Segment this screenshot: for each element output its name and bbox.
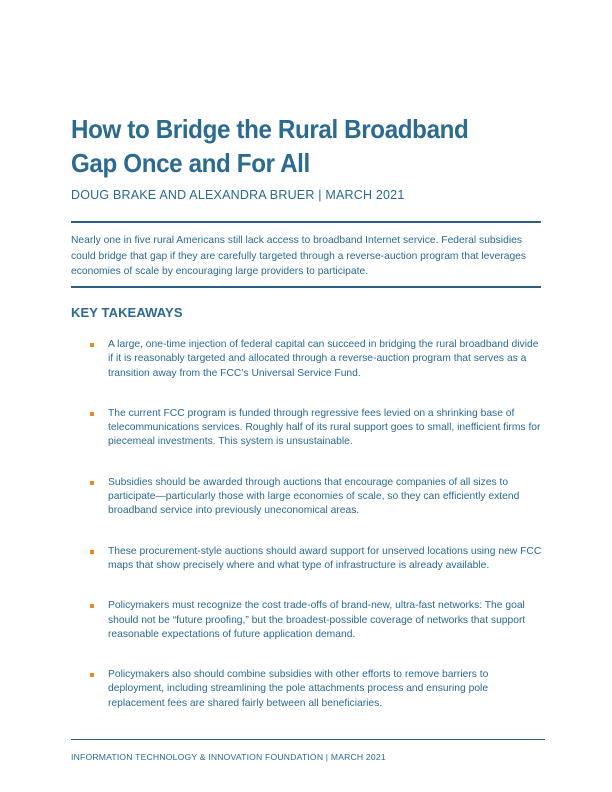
key-takeaways-heading: KEY TAKEAWAYS <box>71 305 183 320</box>
page-footer: INFORMATION TECHNOLOGY & INNOVATION FOUNDATION | MARCH 2021 <box>71 752 386 762</box>
bullet-square-icon <box>90 550 94 554</box>
takeaway-text: Subsidies should be awarded through auctions that encourage companies of all sizes to participate—particularly those with large economies of scale, so they can efficiently extend broadband service into previously uneconomical areas. <box>108 476 520 517</box>
report-byline: DOUG BRAKE AND ALEXANDRA BRUER | MARCH 2021 <box>71 188 405 202</box>
key-takeaways-list <box>90 338 546 737</box>
bullet-square-icon <box>90 604 94 608</box>
takeaway-text: Policymakers must recognize the cost trade-offs of brand-new, ultra-fast networks: The goal should not be “future proofing,” but the broadest-possible coverage of networks that support reasonable expectations of future application demand. <box>108 600 526 640</box>
summary-top-rule <box>71 221 541 223</box>
bullet-square-icon <box>90 343 94 347</box>
bullet-square-icon <box>90 412 94 416</box>
takeaway-item-3 <box>90 476 546 519</box>
takeaway-text: A large, one-time injection of federal capital can succeed in bridging the rural broadband divide if it is reasonably targeted and allocated through a reverse-auction program that serves as a transition away from the FCC’s Universal Service Fund. <box>108 339 539 379</box>
bullet-square-icon <box>90 481 94 485</box>
report-title: How to Bridge the Rural Broadband Gap Once and For All <box>71 114 469 178</box>
takeaway-item-6 <box>90 668 546 711</box>
report-summary: Nearly one in five rural Americans still lack access to broadband Internet service. Federal subsidies could bridge that gap if they are carefully targeted through a reverse-auction program that leverages economies of scale by encouraging large providers to participate. <box>71 235 527 277</box>
takeaway-item-4 <box>90 545 546 574</box>
takeaway-text: The current FCC program is funded through regressive fees levied on a shrinking base of telecommunications services. Roughly half of its rural support goes to small, inefficient firms for piecemeal investments. This system is unsustainable. <box>108 407 541 448</box>
takeaway-item-1 <box>90 338 546 381</box>
footer-rule <box>71 739 545 740</box>
bullet-square-icon <box>90 673 94 677</box>
summary-bottom-rule <box>71 286 541 288</box>
takeaway-text: These procurement-style auctions should award support for unserved locations using new FCC maps that show precisely where and what type of infrastructure is already available. <box>108 545 542 571</box>
takeaway-item-5 <box>90 599 546 642</box>
takeaway-text: Policymakers also should combine subsidies with other efforts to remove barriers to deployment, including streamlining the pole attachments process and ensuring pole replacement fees are shared fairly between all beneficiaries. <box>108 669 489 709</box>
takeaway-item-2 <box>90 407 546 450</box>
